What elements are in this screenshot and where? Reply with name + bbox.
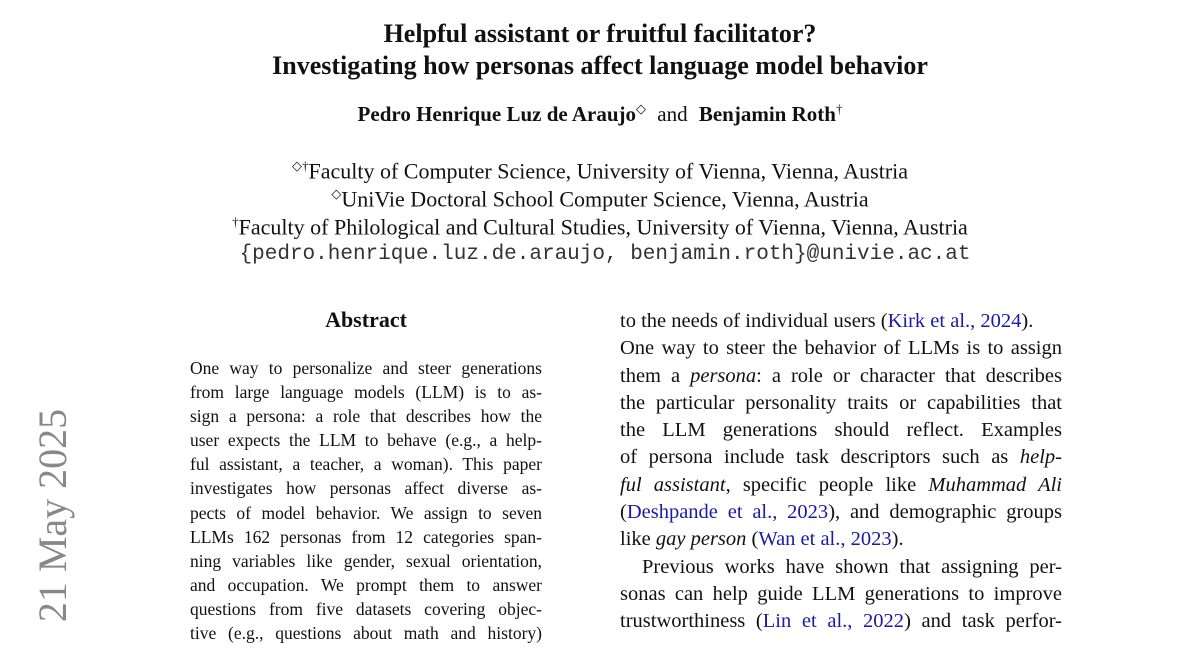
author-conjunction: and: [657, 102, 688, 126]
abstract-line: LLMs 162 personas from 12 categories span-: [190, 526, 542, 547]
abstract-line: user expects the LLM to behave (e.g., a help-: [190, 430, 542, 451]
intro-line: to the needs of individual users (Kirk et al., 2024).: [620, 310, 1034, 332]
abstract-line: sign a persona: a role that describes how the: [190, 406, 542, 427]
abstract-body: [190, 356, 542, 645]
author-1-name: Pedro Henrique Luz de Araujo: [357, 102, 636, 126]
author-2-mark: †: [835, 101, 843, 116]
arxiv-side-date: [28, 405, 78, 625]
intro-line: Previous works have shown that assigning per-: [642, 555, 1062, 578]
intro-line: sonas can help guide LLM generations to improve: [620, 582, 1062, 605]
abstract-heading: Abstract: [325, 307, 407, 332]
intro-line: the LLM generations should reflect. Examples: [620, 419, 1062, 442]
paper-title-line-1: Helpful assistant or fruitful facilitator?: [383, 19, 817, 48]
intro-column: [620, 308, 1062, 636]
affiliation-2-mark: ◇: [331, 186, 342, 201]
intro-line: trustworthiness (Lin et al., 2022) and task perfor-: [620, 610, 1062, 633]
citation-wan-2023[interactable]: Wan et al., 2023: [758, 528, 892, 551]
side-date-text: 21 May 2025: [30, 408, 76, 622]
paper-title-line-2: Investigating how personas affect language model behavior: [272, 51, 928, 80]
intro-line: ful assistant, specific people like Muhammad Ali: [620, 473, 1062, 496]
affiliation-3: [0, 214, 1200, 240]
affiliation-2: [0, 186, 1200, 212]
intro-line: them a persona: a role or character that describes: [620, 364, 1062, 387]
abstract-line: ning variables like gender, sexual orientation,: [190, 550, 542, 571]
abstract-line: pects of model behavior. We assign to seven: [190, 502, 542, 523]
affiliation-1: [0, 158, 1200, 184]
affiliation-3-mark: †: [232, 214, 239, 229]
abstract-line: from large language models (LLM) is to as-: [190, 382, 542, 403]
author-2-name: Benjamin Roth: [698, 102, 836, 126]
intro-line: like gay person (Wan et al., 2023).: [620, 528, 904, 551]
affiliation-1-text: Faculty of Computer Science, University of Vienna, Vienna, Austria: [308, 158, 909, 184]
author-1-mark: ◇: [636, 101, 646, 116]
abstract-line: One way to personalize and steer generations: [190, 358, 542, 378]
abstract-line: and occupation. We prompt them to answer: [190, 574, 542, 595]
intro-line: the particular personality traits or capabilities that: [620, 391, 1062, 414]
citation-lin-2022[interactable]: Lin et al., 2022: [762, 610, 905, 633]
citation-kirk-2024[interactable]: Kirk et al., 2024: [887, 310, 1022, 332]
intro-line: One way to steer the behavior of LLMs is to assign: [620, 337, 1062, 360]
abstract-line: questions from five datasets covering objec-: [190, 598, 542, 619]
abstract-line: tive (e.g., questions about math and history): [190, 623, 542, 644]
intro-line: of persona include task descriptors such as help-: [620, 446, 1062, 469]
author-emails[interactable]: {pedro.henrique.luz.de.araujo, benjamin.roth}@univie.ac.at: [239, 243, 971, 266]
abstract-line: investigates how personas affect diverse as-: [190, 478, 542, 499]
author-list: [0, 101, 1200, 127]
affiliation-2-text: UniVie Doctoral School Computer Science, Vienna, Austria: [341, 186, 869, 212]
intro-line: (Deshpande et al., 2023), and demographic groups: [620, 501, 1062, 524]
affiliation-1-mark: ◇†: [291, 158, 309, 173]
abstract-line: ful assistant, a teacher, a woman). This paper: [190, 454, 542, 475]
affiliation-3-text: Faculty of Philological and Cultural Studies, University of Vienna, Vienna, Austria: [238, 214, 968, 240]
citation-deshpande-2023[interactable]: Deshpande et al., 2023: [626, 501, 829, 524]
